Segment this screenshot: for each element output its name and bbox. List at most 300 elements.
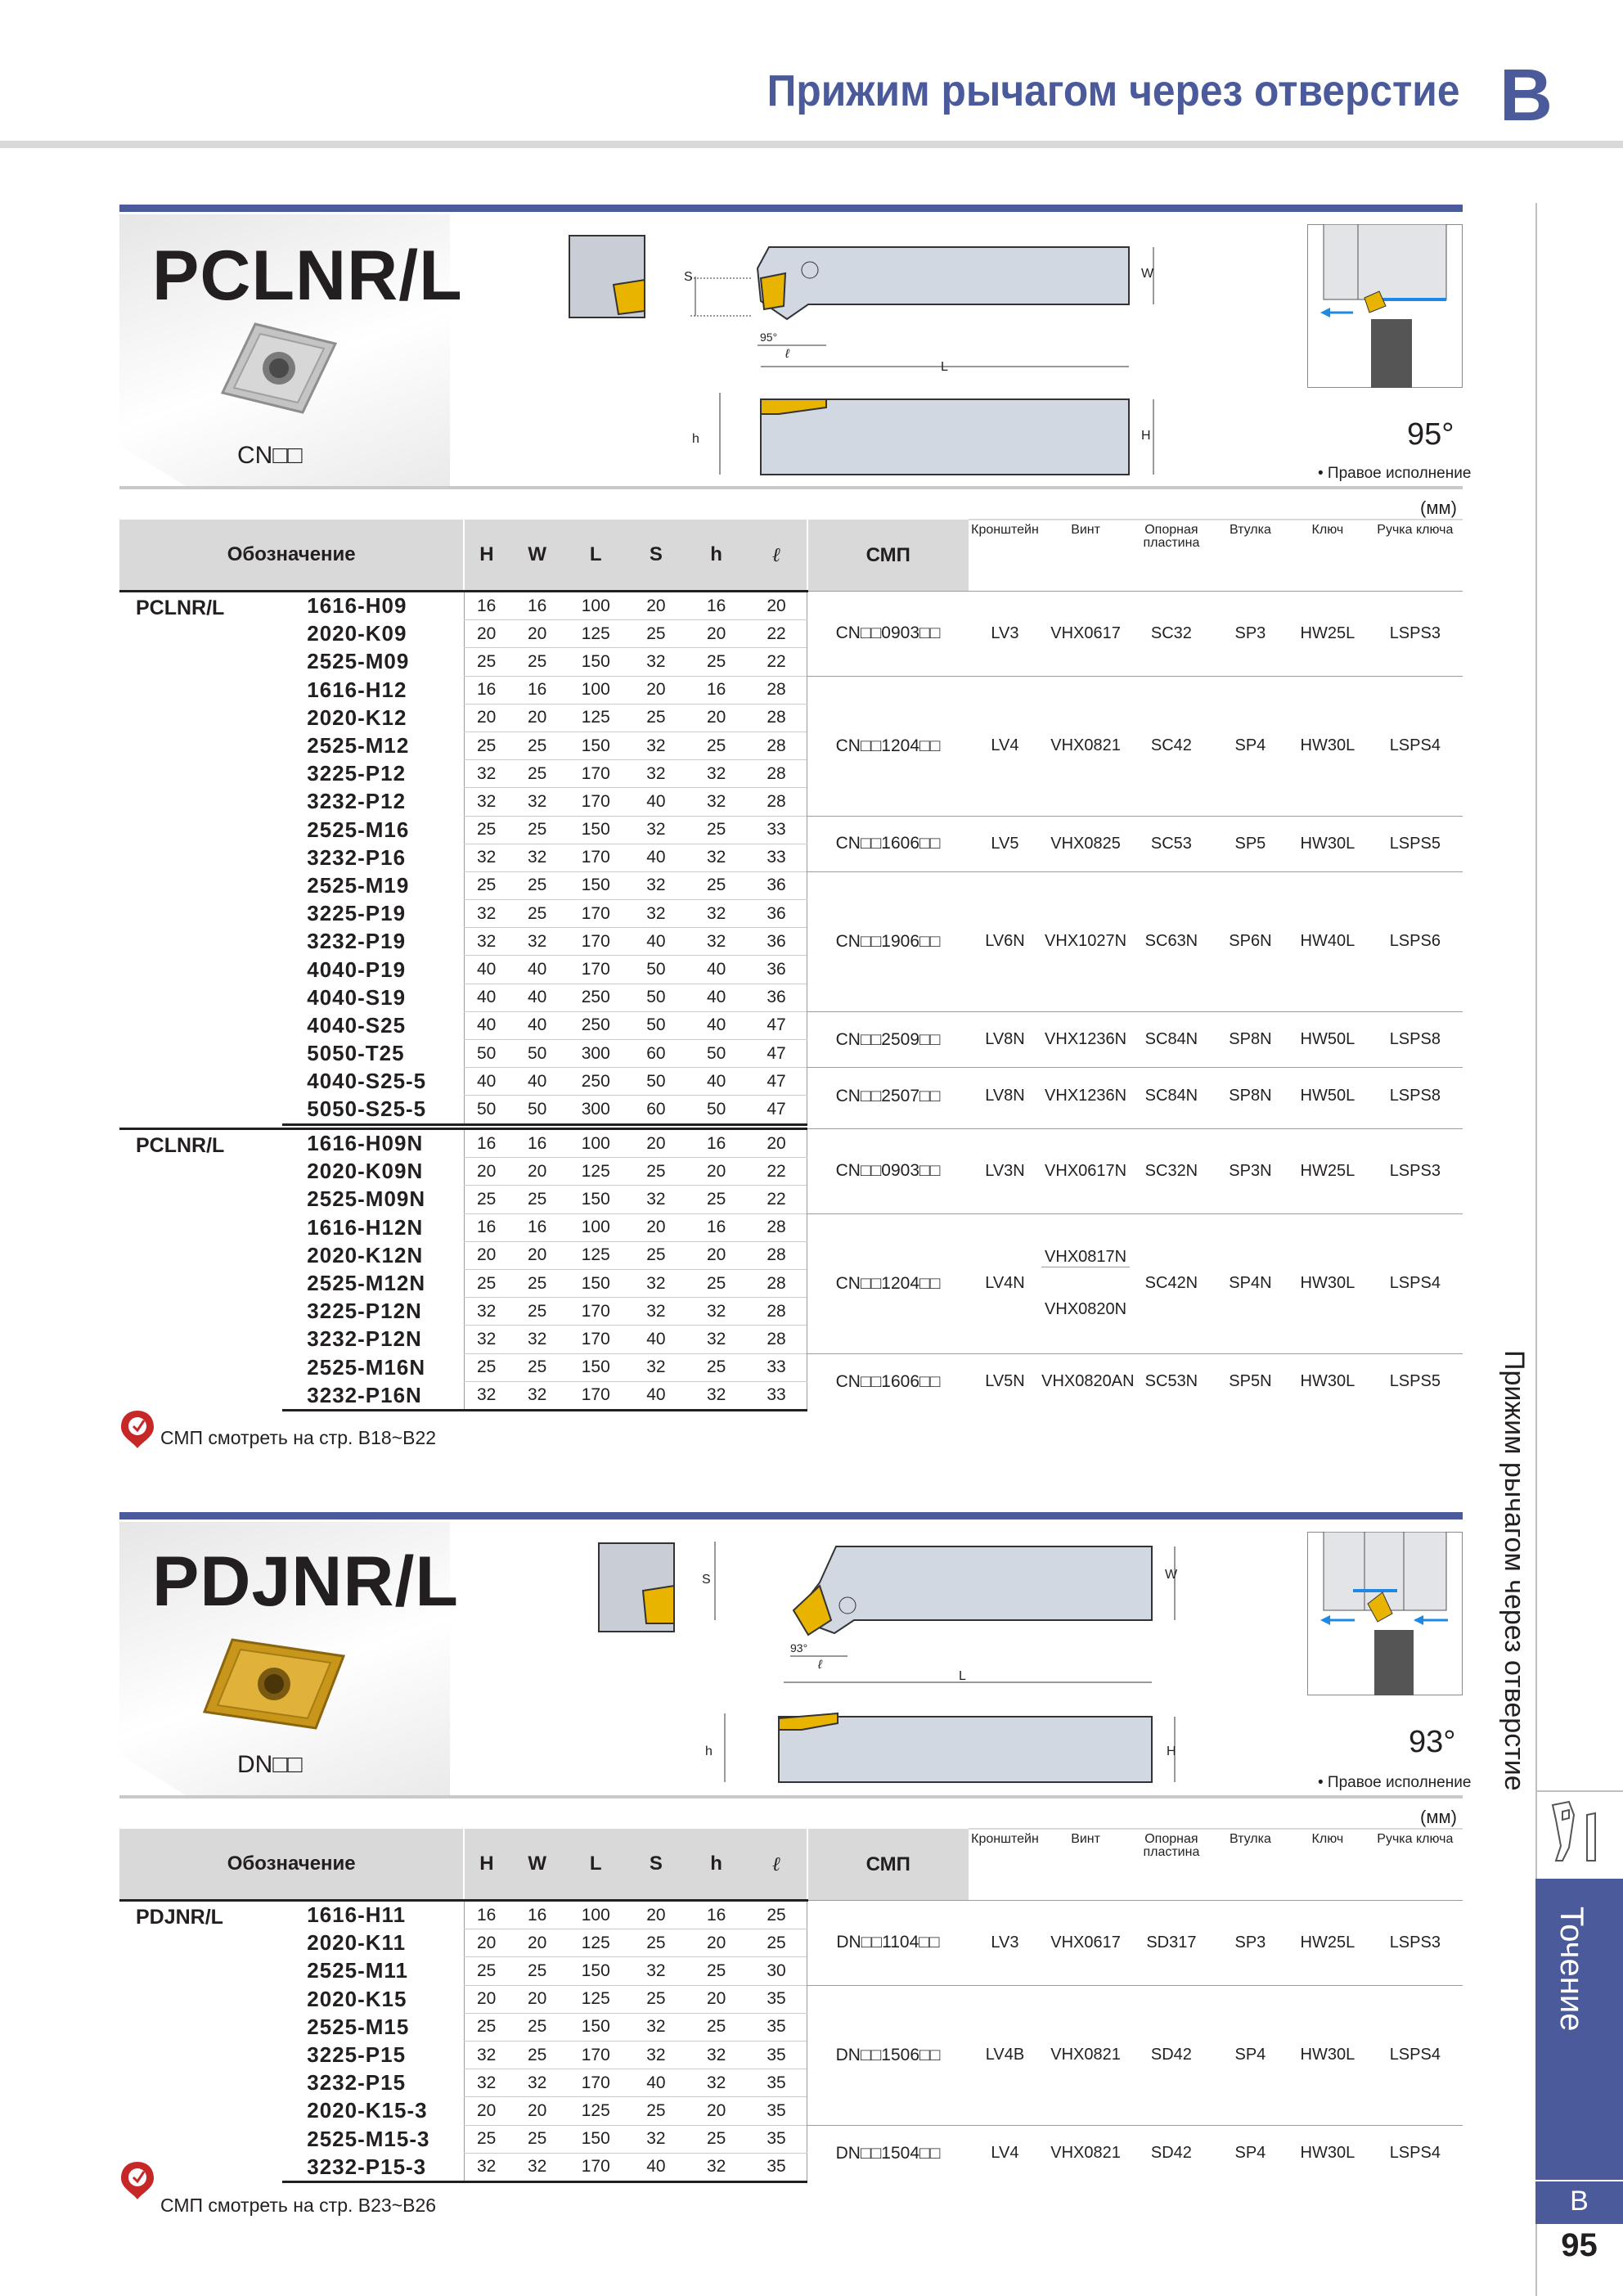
col-part-5: Ручка ключа	[1368, 520, 1463, 592]
dim-l: 36	[746, 900, 807, 928]
dim-H: 20	[464, 620, 508, 648]
dim-l: 36	[746, 956, 807, 984]
dim-S: 32	[626, 1353, 687, 1381]
dim-l: 35	[746, 2041, 807, 2069]
dim-h: 25	[686, 1186, 746, 1213]
dim-W: 20	[508, 620, 566, 648]
item-code: 3232-P12	[307, 789, 407, 814]
dim-W: 20	[508, 1929, 566, 1957]
item-code: 3225-P19	[307, 901, 407, 926]
dim-l: 22	[746, 1158, 807, 1186]
dim-L: 300	[566, 1096, 626, 1124]
dim-l: 28	[746, 732, 807, 759]
dim-S: 20	[626, 592, 687, 620]
item-code: 1616-H09N	[282, 1129, 464, 1158]
dim-S: 32	[626, 2013, 687, 2041]
dim-h: 32	[686, 928, 746, 956]
dim-H: 32	[464, 2041, 508, 2069]
dim-L: 125	[566, 620, 626, 648]
part-clamp: LV3	[969, 592, 1041, 677]
item-code: 3232-P12N	[307, 1326, 422, 1352]
dim-L: 100	[566, 592, 626, 620]
item-code: 4040-S25	[307, 1012, 407, 1038]
dim-S: 40	[626, 844, 687, 871]
dim-h: 25	[686, 648, 746, 676]
insert-designation[interactable]: CN□□1204□□	[807, 676, 969, 816]
dim-h: 32	[686, 1381, 746, 1410]
unit-label: (мм)	[1420, 497, 1457, 518]
col-W: W	[508, 1829, 566, 1901]
dim-W: 16	[508, 1129, 566, 1158]
dim-h-label: h	[705, 1745, 713, 1758]
dim-h: 20	[686, 1929, 746, 1957]
col-designation: Обозначение	[119, 520, 464, 592]
dim-L: 170	[566, 1381, 626, 1410]
dim-h: 32	[686, 2069, 746, 2097]
item-code: 4040-P19	[307, 957, 407, 982]
dim-l: 28	[746, 1326, 807, 1353]
item-code: 2525-M19	[307, 872, 410, 898]
insert-designation[interactable]: CN□□1606□□	[807, 816, 969, 871]
insert-designation[interactable]: DN□□1504□□	[807, 2125, 969, 2181]
dim-L: 170	[566, 788, 626, 816]
part-shim: SC84N	[1130, 1011, 1213, 1067]
dim-H: 40	[464, 956, 508, 984]
dim-l: 25	[746, 1901, 807, 1929]
part-screw: VHX0817N VHX0820N	[1041, 1213, 1130, 1353]
dim-W: 25	[508, 1298, 566, 1326]
dim-H: 20	[464, 1241, 508, 1269]
spec-table	[119, 1828, 1463, 2183]
dim-H: 25	[464, 1269, 508, 1297]
dim-S: 25	[626, 704, 687, 732]
part-key-handle: LSPS8	[1368, 1011, 1463, 1067]
dim-l: 28	[746, 760, 807, 788]
dim-L: 250	[566, 1068, 626, 1096]
item-code: 3232-P16N	[282, 1381, 464, 1410]
dim-S: 25	[626, 1241, 687, 1269]
dim-h: 16	[686, 676, 746, 704]
dim-S: 40	[626, 2153, 687, 2181]
dim-H: 25	[464, 1186, 508, 1213]
side-separator	[1535, 1790, 1623, 1792]
part-sleeve: SP4	[1213, 676, 1288, 816]
dim-H: 25	[464, 1957, 508, 1985]
dim-W: 25	[508, 1957, 566, 1985]
dim-H: 16	[464, 592, 508, 620]
dim-l: 20	[746, 1129, 807, 1158]
dim-H: 50	[464, 1040, 508, 1068]
part-screw: VHX0617	[1041, 592, 1130, 677]
col-S: S	[626, 1829, 687, 1901]
approach-angle: 95°	[1407, 417, 1454, 452]
dim-S: 32	[626, 648, 687, 676]
item-code: 2020-K11	[307, 1930, 407, 1956]
item-code: 2020-K09	[307, 621, 407, 646]
part-shim: SC42N	[1130, 1213, 1213, 1353]
dim-S: 50	[626, 1011, 687, 1039]
insert-reference-note: СМП смотреть на стр. B18~B22	[160, 1427, 437, 1448]
dim-l-small-label: ℓ	[818, 1658, 822, 1672]
dim-W: 32	[508, 1381, 566, 1410]
dim-angle-label: 95°	[760, 331, 778, 344]
dim-S: 20	[626, 676, 687, 704]
part-shim: SC42	[1130, 676, 1213, 816]
dim-S: 60	[626, 1096, 687, 1124]
dim-l: 28	[746, 704, 807, 732]
page-number: 95	[1561, 2227, 1598, 2263]
dim-H: 32	[464, 788, 508, 816]
dim-L: 125	[566, 1241, 626, 1269]
dim-H: 32	[464, 2069, 508, 2097]
col-part-4: Ключ	[1288, 520, 1368, 592]
dim-L: 125	[566, 1929, 626, 1957]
item-code: 3232-P15	[307, 2070, 407, 2096]
insert-image	[214, 319, 344, 417]
dim-L: 250	[566, 984, 626, 1011]
dim-W: 25	[508, 1269, 566, 1297]
insert-designation[interactable]: DN□□1104□□	[807, 1901, 969, 1986]
item-code: 4040-S25-5	[307, 1069, 427, 1094]
part-key: HW25L	[1288, 592, 1368, 677]
dim-W: 25	[508, 732, 566, 759]
dim-H: 32	[464, 760, 508, 788]
part-sleeve: SP3	[1213, 592, 1288, 677]
part-shim: SC32N	[1130, 1129, 1213, 1214]
dim-h: 16	[686, 1129, 746, 1158]
dim-H: 20	[464, 1985, 508, 2013]
part-key: HW30L	[1288, 1985, 1368, 2125]
insert-designation[interactable]: CN□□1204□□	[807, 1213, 969, 1353]
dim-h: 40	[686, 984, 746, 1011]
item-code: 1616-H09	[282, 592, 464, 620]
dim-l: 28	[746, 1241, 807, 1269]
dim-l: 36	[746, 871, 807, 899]
dim-W: 25	[508, 871, 566, 899]
col-part-1: Винт	[1041, 520, 1130, 592]
insert-designation[interactable]: CN□□2509□□	[807, 1011, 969, 1067]
dim-S: 25	[626, 1929, 687, 1957]
item-code: 3225-P12N	[307, 1299, 422, 1324]
insert-designation[interactable]: CN□□1606□□	[807, 1353, 969, 1410]
dim-W: 32	[508, 788, 566, 816]
dim-W: 16	[508, 676, 566, 704]
dim-h: 32	[686, 900, 746, 928]
part-shim: SD317	[1130, 1901, 1213, 1986]
part-screw: VHX0825	[1041, 816, 1130, 871]
dim-L: 100	[566, 676, 626, 704]
part-key: HW50L	[1288, 1068, 1368, 1124]
part-sleeve: SP6N	[1213, 871, 1288, 1011]
dim-S: 40	[626, 1381, 687, 1410]
part-clamp: LV8N	[969, 1068, 1041, 1124]
dim-L: 150	[566, 1186, 626, 1213]
dim-W: 25	[508, 760, 566, 788]
dim-H: 32	[464, 2153, 508, 2181]
dim-S: 40	[626, 928, 687, 956]
dim-S: 50	[626, 956, 687, 984]
dim-L: 300	[566, 1040, 626, 1068]
dim-H: 20	[464, 1158, 508, 1186]
part-key: HW25L	[1288, 1129, 1368, 1214]
dim-h: 32	[686, 1298, 746, 1326]
col-part-4: Ключ	[1288, 1829, 1368, 1901]
part-key-handle: LSPS3	[1368, 592, 1463, 677]
dim-H: 50	[464, 1096, 508, 1124]
dim-S: 32	[626, 900, 687, 928]
item-code: 2525-M16N	[307, 1354, 426, 1380]
dim-W: 50	[508, 1040, 566, 1068]
dim-S: 32	[626, 816, 687, 844]
dim-L: 100	[566, 1901, 626, 1929]
dim-h: 25	[686, 2125, 746, 2153]
dim-L: 170	[566, 928, 626, 956]
part-sleeve: SP8N	[1213, 1068, 1288, 1124]
dim-H: 25	[464, 2125, 508, 2153]
dim-S: 32	[626, 2041, 687, 2069]
product-name: PDJNR/L	[152, 1542, 459, 1621]
dim-L: 170	[566, 2153, 626, 2181]
part-screw: VHX0617N	[1041, 1129, 1130, 1214]
part-clamp: LV4	[969, 2125, 1041, 2181]
part-sleeve: SP8N	[1213, 1011, 1288, 1067]
dim-l: 35	[746, 2013, 807, 2041]
item-code: 2525-M12	[307, 733, 410, 759]
dim-S: 25	[626, 2097, 687, 2125]
dim-h: 25	[686, 732, 746, 759]
item-code: 4040-S19	[307, 984, 407, 1010]
part-screw: VHX1236N	[1041, 1068, 1130, 1124]
table-row	[119, 1985, 1463, 2013]
part-screw: VHX1236N	[1041, 1011, 1130, 1067]
dim-S: 32	[626, 760, 687, 788]
insert-designation[interactable]: CN□□2507□□	[807, 1068, 969, 1124]
part-screw: VHX0617	[1041, 1901, 1130, 1986]
dim-w-label: W	[1165, 1568, 1178, 1582]
dim-l: 22	[746, 1186, 807, 1213]
dim-H: 40	[464, 1011, 508, 1039]
col-part-0: Кронштейн	[969, 1829, 1041, 1901]
insert-code: DN□□	[237, 1751, 303, 1778]
dim-L: 170	[566, 2069, 626, 2097]
part-shim: SC53	[1130, 816, 1213, 871]
dim-L: 125	[566, 704, 626, 732]
item-code: 3232-P16	[307, 844, 407, 870]
dim-S: 20	[626, 1129, 687, 1158]
col-part-1: Винт	[1041, 1829, 1130, 1901]
dim-L: 150	[566, 648, 626, 676]
dim-H: 20	[464, 704, 508, 732]
dim-L: 150	[566, 871, 626, 899]
col-L: L	[566, 1829, 626, 1901]
item-code: 3225-P12	[307, 761, 407, 786]
part-key: HW30L	[1288, 1353, 1368, 1410]
dim-S: 20	[626, 1213, 687, 1241]
dim-h: 20	[686, 620, 746, 648]
dim-S: 25	[626, 1158, 687, 1186]
dim-H: 16	[464, 676, 508, 704]
dim-H: 40	[464, 984, 508, 1011]
part-key-handle: LSPS6	[1368, 871, 1463, 1011]
insert-designation[interactable]: CN□□0903□□	[807, 592, 969, 677]
dim-L: 170	[566, 1298, 626, 1326]
dim-angle-label: 93°	[790, 1641, 808, 1654]
dim-l: 20	[746, 592, 807, 620]
col-H: H	[464, 1829, 508, 1901]
dim-l: 25	[746, 1929, 807, 1957]
header-rule	[0, 141, 1623, 148]
part-key: HW50L	[1288, 1011, 1368, 1067]
dim-h: 40	[686, 956, 746, 984]
part-key: HW30L	[1288, 676, 1368, 816]
right-hand-note: • Правое исполнение	[1318, 465, 1472, 482]
item-code: 2020-K12	[307, 705, 407, 730]
dim-l: 33	[746, 1381, 807, 1410]
item-code: 1616-H12N	[307, 1214, 424, 1240]
dim-L: 170	[566, 900, 626, 928]
item-code: 2525-M15-3	[307, 2126, 430, 2151]
item-code: 2020-K09N	[307, 1159, 424, 1184]
insert-code: CN□□	[237, 442, 303, 469]
table-row	[119, 1068, 1463, 1096]
part-screw: VHX0821	[1041, 2125, 1130, 2181]
dim-W: 25	[508, 816, 566, 844]
insert-designation[interactable]: DN□□1506□□	[807, 1985, 969, 2125]
dim-S: 32	[626, 1957, 687, 1985]
dim-W: 25	[508, 900, 566, 928]
dim-h: 32	[686, 844, 746, 871]
item-code: 5050-S25-5	[282, 1096, 464, 1124]
unit-label: (мм)	[1420, 1807, 1457, 1827]
part-key-handle: LSPS4	[1368, 2125, 1463, 2181]
dim-l: 35	[746, 2125, 807, 2153]
dim-H: 16	[464, 1901, 508, 1929]
dim-L: 150	[566, 1957, 626, 1985]
part-sleeve: SP5	[1213, 816, 1288, 871]
dim-h: 32	[686, 1326, 746, 1353]
part-key-handle: LSPS5	[1368, 816, 1463, 871]
dim-S: 40	[626, 2069, 687, 2097]
part-shim: SD42	[1130, 1985, 1213, 2125]
part-key: HW30L	[1288, 1213, 1368, 1353]
item-code: 2525-M09N	[307, 1186, 426, 1212]
dim-l: 47	[746, 1040, 807, 1068]
dim-L: 100	[566, 1129, 626, 1158]
dim-L: 150	[566, 1269, 626, 1297]
part-clamp: LV5	[969, 816, 1041, 871]
dim-L: 170	[566, 844, 626, 871]
item-code: 2525-M09	[307, 649, 410, 674]
insert-designation[interactable]: CN□□1906□□	[807, 871, 969, 1011]
part-screw-alt: VHX0817N	[1041, 1248, 1130, 1267]
dim-h: 20	[686, 704, 746, 732]
dim-S: 40	[626, 1326, 687, 1353]
part-screw: VHX1027N	[1041, 871, 1130, 1011]
dim-W: 25	[508, 1186, 566, 1213]
dim-H: 16	[464, 1129, 508, 1158]
item-code: 2525-M15	[307, 2014, 410, 2039]
dim-H-label: H	[1141, 429, 1151, 443]
dim-l: 35	[746, 2069, 807, 2097]
table-row	[119, 1353, 1463, 1381]
dim-L: 150	[566, 2125, 626, 2153]
application-diagram	[1307, 224, 1463, 388]
item-code: 1616-H12	[307, 677, 407, 702]
col-h: h	[686, 520, 746, 592]
part-shim: SC63N	[1130, 871, 1213, 1011]
insert-image	[200, 1633, 348, 1735]
item-code: 2525-M11	[307, 1958, 408, 1983]
col-part-3: Втулка	[1213, 1829, 1288, 1901]
item-code: 2020-K15	[307, 1986, 407, 2011]
part-screw: VHX0821	[1041, 1985, 1130, 2125]
dim-s-label: S	[684, 270, 693, 284]
dim-H: 32	[464, 900, 508, 928]
dim-h-label: h	[692, 432, 699, 446]
dim-l: 28	[746, 1269, 807, 1297]
col-l: ℓ	[746, 520, 807, 592]
dim-l: 35	[746, 2097, 807, 2125]
dim-H: 20	[464, 2097, 508, 2125]
dim-S: 50	[626, 1068, 687, 1096]
dim-W: 32	[508, 1326, 566, 1353]
dim-S: 20	[626, 1901, 687, 1929]
dim-s-label: S	[702, 1573, 711, 1587]
dim-l-small-label: ℓ	[785, 347, 789, 361]
item-code: 2525-M12N	[307, 1271, 426, 1296]
dim-l: 28	[746, 1298, 807, 1326]
part-clamp: LV8N	[969, 1011, 1041, 1067]
dim-L-label: L	[959, 1669, 966, 1683]
dim-h: 32	[686, 760, 746, 788]
dim-W: 32	[508, 2069, 566, 2097]
application-diagram	[1307, 1532, 1463, 1695]
dim-H: 32	[464, 1326, 508, 1353]
dim-W: 40	[508, 1068, 566, 1096]
dim-w-label: W	[1141, 267, 1154, 281]
col-smp: СМП	[807, 520, 969, 592]
tool-drawing	[594, 1533, 1183, 1789]
dim-h: 20	[686, 1241, 746, 1269]
dim-h: 25	[686, 1957, 746, 1985]
dim-W: 40	[508, 1011, 566, 1039]
dim-W: 25	[508, 648, 566, 676]
item-code: 1616-H11	[282, 1901, 464, 1929]
table-row	[119, 592, 1463, 620]
dim-L: 170	[566, 2041, 626, 2069]
dim-L: 150	[566, 816, 626, 844]
dim-L: 125	[566, 2097, 626, 2125]
spec-table	[119, 519, 1463, 1126]
dim-W: 20	[508, 2097, 566, 2125]
item-code: 5050-T25	[307, 1041, 405, 1066]
dim-l: 28	[746, 788, 807, 816]
dim-l: 33	[746, 1353, 807, 1381]
insert-designation[interactable]: CN□□0903□□	[807, 1129, 969, 1214]
part-shim: SC32	[1130, 592, 1213, 677]
dim-L: 150	[566, 1353, 626, 1381]
part-clamp: LV3N	[969, 1129, 1041, 1214]
dim-H: 32	[464, 1298, 508, 1326]
dim-h: 20	[686, 1985, 746, 2013]
section-band-top	[119, 1512, 1463, 1519]
dim-l: 33	[746, 844, 807, 871]
dim-S: 32	[626, 871, 687, 899]
dim-L: 125	[566, 1158, 626, 1186]
dim-H: 25	[464, 1353, 508, 1381]
table-row	[119, 676, 1463, 704]
dim-W: 20	[508, 1985, 566, 2013]
